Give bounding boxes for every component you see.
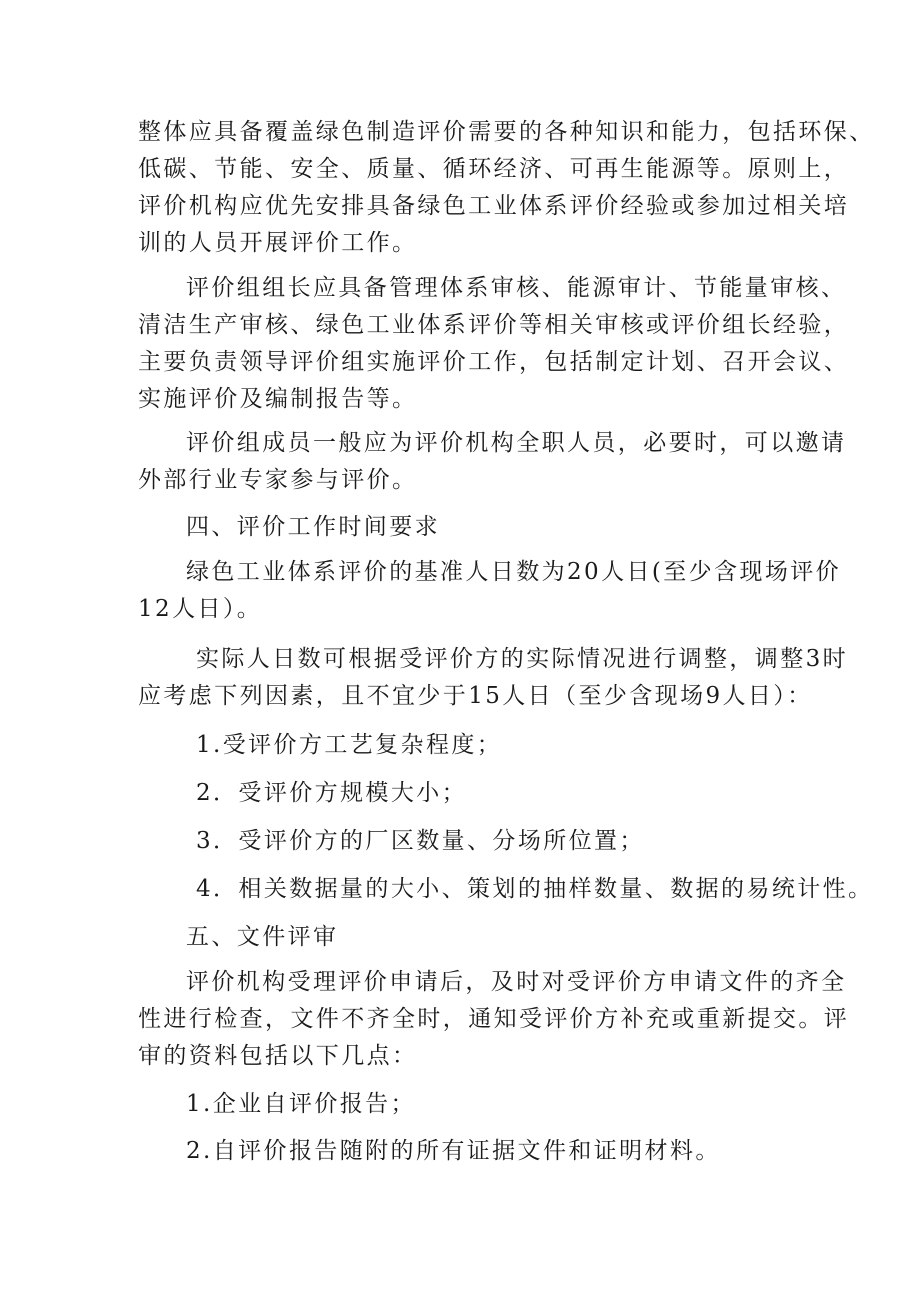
paragraph-line: 评价机构应优先安排具备绿色工业体系评价经验或参加过相关培 bbox=[138, 193, 850, 219]
paragraph-line: 主要负责领导评价组实施评价工作，包括制定计划、召开会议、 bbox=[138, 349, 850, 375]
paragraph-line: 训的人员开展评价工作。 bbox=[138, 230, 418, 256]
paragraph-line: 12人日）。 bbox=[138, 596, 263, 622]
paragraph-line: 审的资料包括以下几点： bbox=[138, 1043, 418, 1069]
paragraph-line: 实际人日数可根据受评价方的实际情况进行调整，调整3时 bbox=[196, 646, 849, 672]
list-item: 1.企业自评价报告； bbox=[186, 1091, 416, 1117]
paragraph-line: 应考虑下列因素，且不宜少于15人日（至少含现场9人日）： bbox=[138, 683, 813, 709]
paragraph-line: 外部行业专家参与评价。 bbox=[138, 467, 418, 493]
paragraph-line: 评价组成员一般应为评价机构全职人员，必要时，可以邀请 bbox=[186, 430, 847, 456]
paragraph-line: 性进行检查，文件不齐全时，通知受评价方补充或重新提交。评 bbox=[138, 1006, 850, 1032]
list-item: 2.自评价报告随附的所有证据文件和证明材料。 bbox=[186, 1138, 721, 1164]
paragraph-line: 评价机构受理评价申请后，及时对受评价方申请文件的齐全 bbox=[186, 969, 847, 995]
paragraph-line: 低碳、节能、安全、质量、循环经济、可再生能源等。原则上， bbox=[138, 156, 850, 182]
list-item: 4．相关数据量的大小、策划的抽样数量、数据的易统计性。 bbox=[196, 876, 874, 902]
list-item: 3．受评价方的厂区数量、分场所位置； bbox=[196, 828, 645, 854]
section-heading: 五、文件评审 bbox=[186, 924, 339, 950]
paragraph-line: 清洁生产审核、绿色工业体系评价等相关审核或评价组长经验， bbox=[138, 312, 850, 338]
paragraph-line: 评价组组长应具备管理体系审核、能源审计、节能量审核、 bbox=[186, 275, 847, 301]
section-heading: 四、评价工作时间要求 bbox=[186, 514, 440, 540]
paragraph-line: 绿色工业体系评价的基准人日数为20人日(至少含现场评价 bbox=[186, 559, 842, 585]
paragraph-line: 实施评价及编制报告等。 bbox=[138, 386, 418, 412]
list-item: 1.受评价方工艺复杂程度； bbox=[196, 732, 503, 758]
list-item: 2．受评价方规模大小； bbox=[196, 780, 468, 806]
paragraph-line: 整体应具备覆盖绿色制造评价需要的各种知识和能力，包括环保、 bbox=[138, 119, 875, 145]
